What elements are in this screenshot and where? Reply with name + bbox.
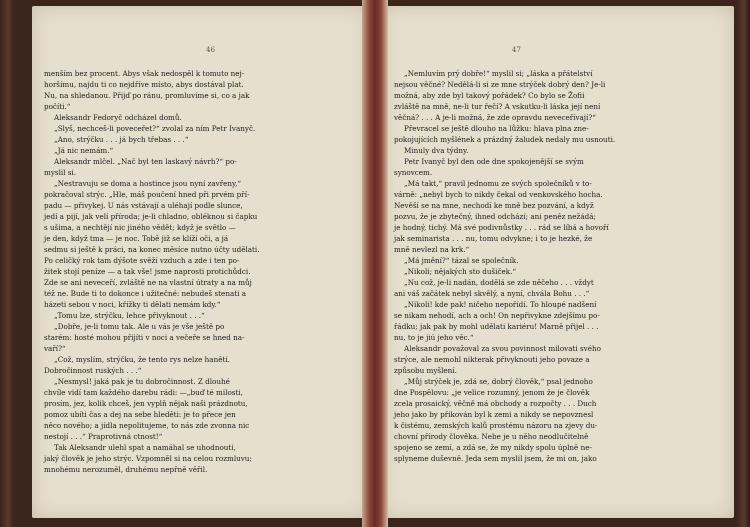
text-line: „Má jmění?“ tázal se společník. bbox=[404, 256, 519, 265]
text-line: „Nu což, je-li nadán, dodělá se zde něčeho . . . vždyt bbox=[404, 278, 594, 287]
text-line: nejsou věčné? Nedělá-li si ze mne strýček dobrý den? Je-li bbox=[394, 80, 606, 89]
text-line: pomoz ubíti čas a dej na sebe hleděti: je to přece jen bbox=[44, 410, 236, 419]
text-line: pokračoval strýc. „Hle, máš poučení hned při prvém pří- bbox=[44, 190, 250, 199]
text-line: vaří?“ bbox=[44, 344, 66, 353]
text-line: strýce, ale nemohl nikterak přivyknouti jeho povaze a bbox=[394, 355, 590, 364]
text-line: „Nikoli! kde pak! ničeho nepořídí. To hloupé nadšení bbox=[404, 300, 597, 309]
text-line: Minuly dva týdny. bbox=[404, 146, 469, 155]
text-line: Po celičký rok tam dýšote svěží vzduch a zde i ten po- bbox=[44, 256, 240, 265]
text-line: „Tomu lze, strýčku, lehce přivyknout . . .“ bbox=[54, 311, 205, 320]
left-page-number: 46 bbox=[206, 46, 215, 54]
text-line: „Dobře, je-li tomu tak. Ale u vás je vše ještě po bbox=[54, 322, 225, 331]
text-line: Aleksandr považoval za svou povinnost milovati svého bbox=[404, 344, 601, 353]
text-line: starém: hosté mohou přijíti v noci a večeře se hned na- bbox=[44, 333, 245, 342]
text-line: splyneme duševně. Jeda sem myslil jsem, že mi on, jako bbox=[394, 454, 597, 463]
text-line: mnohému nerozuměl, druhému nepřně věřil. bbox=[44, 465, 208, 474]
text-line: házeti sebou v noci, křížky ti dělati nemám kdy.“ bbox=[44, 300, 221, 309]
text-line: horšímu, najdu ti co nejdříve místo, abys dostával plat. bbox=[44, 80, 244, 89]
text-line: jeho jako by přikován byl k zemi a nikdy se nepovznesl bbox=[394, 410, 594, 419]
text-line: synovcem. bbox=[394, 168, 433, 177]
text-line: prosím, jez, kolik chceš, jen vyplň nějak naši prázdnotu, bbox=[44, 399, 248, 408]
text-line: várně: „nebyl bych to nikdy čekal od venkovského hocha. bbox=[394, 190, 603, 199]
text-line: „Nikoli; nějakých sto dušiček.“ bbox=[404, 267, 517, 276]
book-gutter bbox=[362, 0, 388, 527]
text-line: žitek stojí peníze — a tak vše! jsme naprosti protichůdci. bbox=[44, 267, 251, 276]
text-line: počíti.“ bbox=[44, 102, 71, 111]
text-line: je hodný, tichý. Má své podivnůstky . . . rád se líbá a hovoří bbox=[394, 223, 609, 232]
text-line: zcela prosaický, věčně má obchody a rozpočty . . . Duch bbox=[394, 399, 597, 408]
text-line: Aleksandr Fedoryč odcházel domů. bbox=[54, 113, 182, 122]
text-line: k čistému, zemských kalů prostému názoru na zjevy du- bbox=[394, 421, 598, 430]
text-line: je den, když tma — je noc. Tobě již se klíží oči, a já bbox=[44, 234, 229, 243]
text-line: jak seminarista . . . nu, tomu odvykne; i to je hezké, že bbox=[394, 234, 593, 243]
text-line: menším bez procent. Abys však nedospěl k tomuto nej- bbox=[44, 69, 245, 78]
text-line: Tak Aleksandr ulehl spat a namáhal se uhodnouti, bbox=[54, 443, 236, 452]
text-line: „Ano, strýčku . . . já bych třebas . . .“ bbox=[54, 135, 189, 144]
text-line: ani váš začátek nebyl skvělý, a nyní, chvála Bohu . . .“ bbox=[394, 289, 590, 298]
left-page bbox=[32, 6, 368, 518]
text-line: Nevěší se na mne, nechodí ke mně bez pozvání, a když bbox=[394, 201, 594, 210]
text-line: padu — přivykej. U nás vstávají a uléhají podle slunce, bbox=[44, 201, 243, 210]
text-line: Zde se ani neveceří, zvláště ne na vlastní útraty a na můj bbox=[44, 278, 252, 287]
text-line: „Slyš, nechceš-li poveceřet?“ zvolal za ním Petr Ivanyč. bbox=[54, 124, 256, 133]
text-line: „Má takt,“ pravil jednomu ze svých společníků v to- bbox=[404, 179, 592, 188]
text-line: dne Pospělovu: „je velice rozumný, jenom že je člověk bbox=[394, 388, 590, 397]
text-line: jaký člověk je jeho strýc. Vzpomněl si na celou rozmluvu; bbox=[44, 454, 252, 463]
text-line: „Což, myslím, strýčku, že tento rys nelze haněti. bbox=[54, 355, 230, 364]
text-line: chovní přírody člověka. Nebe je u něho neodlučitelně bbox=[394, 432, 589, 441]
text-line: jedí a pijí, jak velí příroda; je-li chladno, obléknou si čapku bbox=[44, 212, 258, 221]
right-page-text bbox=[394, 68, 724, 464]
text-line: něco nového; a jídla nepolitujeme, to nás zde zvonna nic bbox=[44, 421, 250, 430]
text-line: Převracel se ještě dlouho na lůžku: hlava plna zne- bbox=[404, 124, 589, 133]
text-line: věčná? . . . A je-li možná, že zde opravdu neveceřívají?“ bbox=[394, 113, 596, 122]
text-line: „Můj strýček je, zdá se, dobrý člověk,“ psal jednoho bbox=[404, 377, 593, 386]
text-line: Aleksandr mlčel. „Nač byl ten laskavý návrh?“ po- bbox=[54, 157, 237, 166]
text-line: nu, to je jiú jeho věc.“ bbox=[394, 333, 474, 342]
text-line: spojeno se zemí, a zdá se, že my nikdy spolu úplně ne- bbox=[394, 443, 592, 452]
text-line: zvláště na mně, ne-li tur řečí? A vskutku-li láska její není bbox=[394, 102, 601, 111]
text-line: „Nesmysl! jaká pak je tu dobročinnost. Z dlouhé bbox=[54, 377, 230, 386]
text-line: se nikam nehodí, ach a och! On nepřivykne zdejšímu po- bbox=[394, 311, 600, 320]
text-line: „Já nic nemám.“ bbox=[54, 146, 114, 155]
text-line: pozvu, že je zbytečný, ihned odchází; ani peněz nežádá; bbox=[394, 212, 596, 221]
text-line: pokojujících myšlének a prázdný žaludek nedaly mu usnouti. bbox=[394, 135, 616, 144]
text-line: též ne. Bude ti to dokonce i užitečné: nebudeš stenati a bbox=[44, 289, 246, 298]
text-line: Petr Ivanyč byl den ode dne spokojenější se svým bbox=[404, 157, 584, 166]
text-line: chvíle vidí tam každého darebu rádi: —„buď té milosti, bbox=[44, 388, 243, 397]
text-line: „Nestravuju se doma a hostince jsou nyní zavřeny,“ bbox=[54, 179, 242, 188]
right-page-number: 47 bbox=[512, 46, 521, 54]
right-page bbox=[382, 6, 734, 518]
left-page-text bbox=[44, 68, 370, 475]
text-line: řádku; jak pak by mohl udělati kariéru! Marně přijel . . . bbox=[394, 322, 599, 331]
text-line: s ušima, a nechtějí nic jiného vědět; když je světlo — bbox=[44, 223, 236, 232]
text-line: Nu, na shledanou. Přijď po ránu, promluvíme si, co a jak bbox=[44, 91, 250, 100]
text-line: Dobročinnost ruských . . .“ bbox=[44, 366, 142, 375]
text-line: možná, aby zde byl takový pořádek? Co bylo se Žofii bbox=[394, 91, 585, 100]
text-line: mně nevlezl na krk.“ bbox=[394, 245, 470, 254]
text-line: nestojí . . .“ Praprotivná ctnost!“ bbox=[44, 432, 163, 441]
text-line: způsobu myšlení. bbox=[394, 366, 457, 375]
text-line: myslil si. bbox=[44, 168, 77, 177]
text-line: „Nemluvím prý dobře!“ myslil si; „láska a přátelství bbox=[404, 69, 593, 78]
text-line: sedmu si ještě k práci, na konec měsíce nutno účty udělati. bbox=[44, 245, 260, 254]
